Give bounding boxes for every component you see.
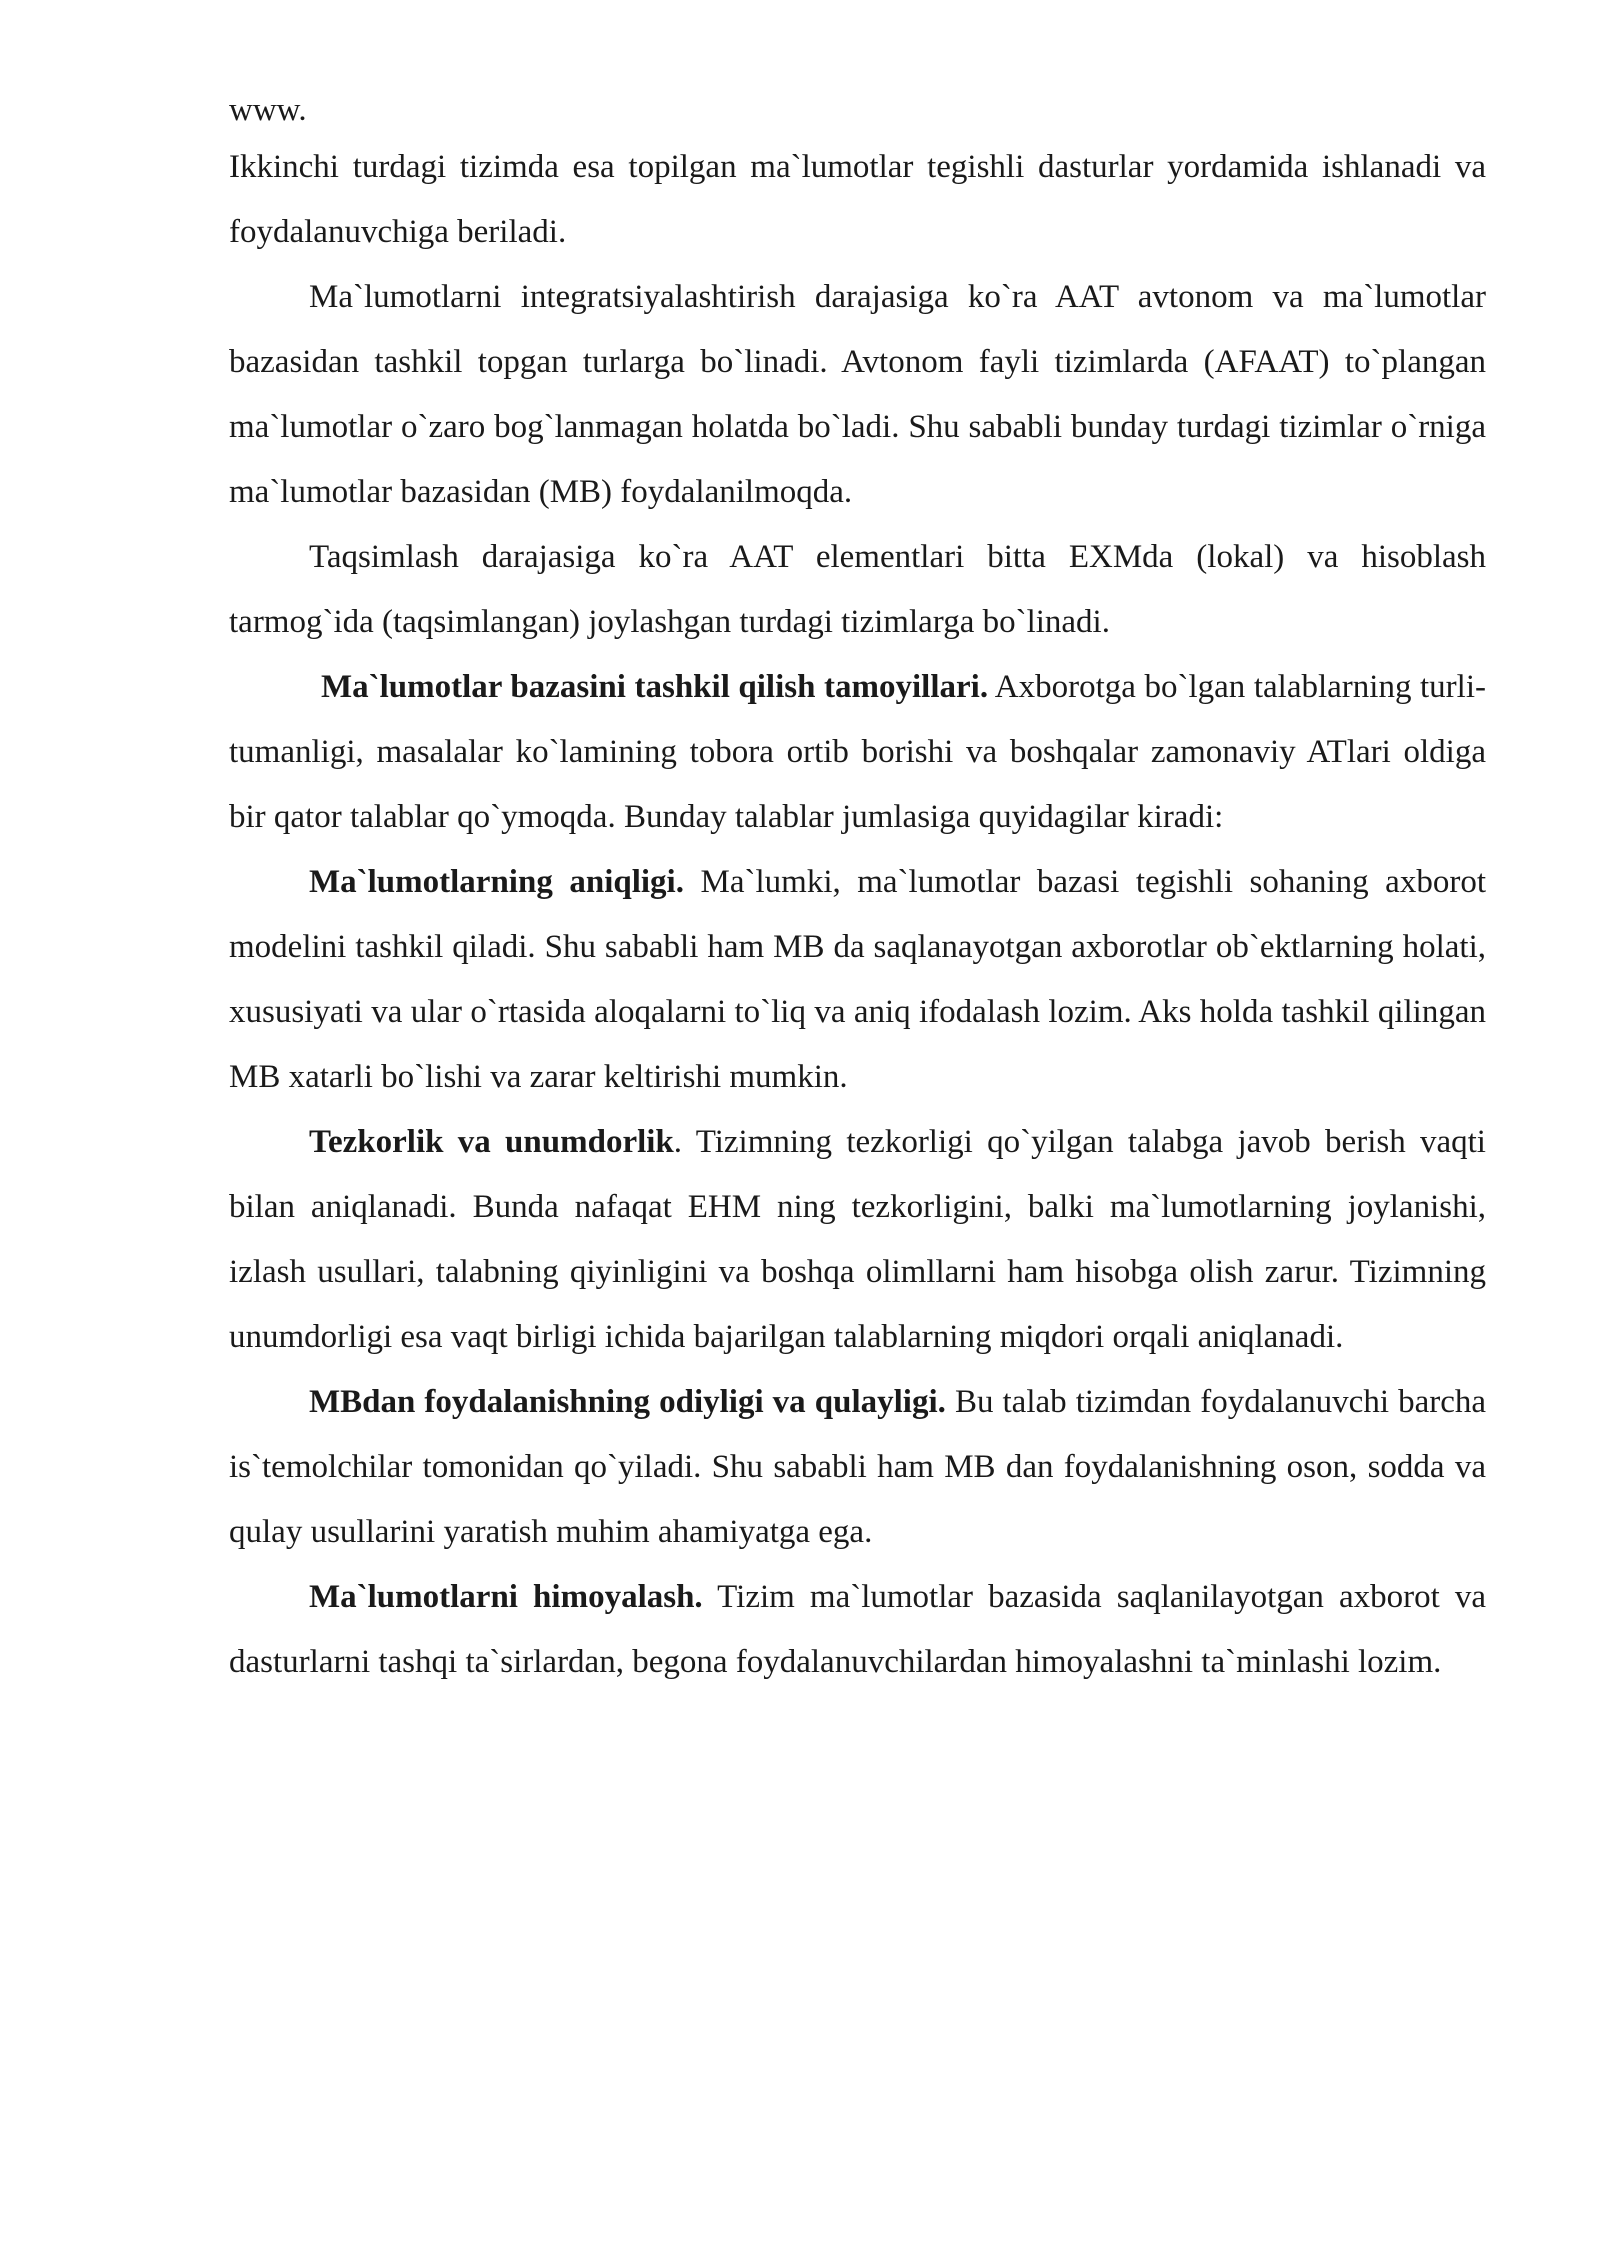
paragraph-heading: Tezkorlik va unumdorlik (309, 1124, 674, 1160)
paragraph-ease-of-use (229, 1370, 1486, 1565)
paragraph-text: Ma`lumki, ma`lumotlar bazasi tegishli sohaning axborot modelini tashkil qiladi. Shu sababli ham MB da saqlanayotgan axborotlar ob`ektlarning holati, xususiyati va ular o`rtasida aloqalarni to`liq va aniq ifodalash lozim. Aks holda tashkil qilingan MB xatarli bo`lishi va zarar keltirishi mumkin. (229, 864, 1486, 1095)
paragraph-second-type-system (229, 135, 1486, 265)
paragraph-text: Ikkinchi turdagi tizimda esa topilgan ma`lumotlar tegishli dasturlar yordamida ishlanadi va foydalanuvchiga beriladi. (229, 149, 1486, 250)
paragraph-speed-performance (229, 1110, 1486, 1370)
paragraph-text: Axborotga bo`lgan talablarning turli-tumanligi, masalalar ko`lamining tobora ortib borishi va boshqalar zamonaviy ATlari oldiga bir qator talablar qo`ymoqda. Bunday talablar jumlasiga quyidagilar kiradi: (229, 669, 1486, 835)
paragraph-heading: Ma`lumotlarning aniqligi. (309, 864, 684, 900)
paragraph-text: Tizim ma`lumotlar bazasida saqlanilayotgan axborot va dasturlarni tashqi ta`sirlardan, begona foydalanuvchilardan himoyalashni ta`minlashi lozim. (229, 1579, 1486, 1680)
paragraph-db-principles (229, 655, 1486, 850)
paragraph-text: Bu talab tizimdan foydalanuvchi barcha is`temolchilar tomonidan qo`yiladi. Shu sababli ham MB dan foydalanishning oson, sodda va qulay usullarini yaratish muhim ahamiyatga ega. (229, 1384, 1486, 1550)
paragraph-text: Ma`lumotlarni integratsiyalashtirish darajasiga ko`ra AAT avtonom va ma`lumotlar bazasidan tashkil topgan turlarga bo`linadi. Avtonom fayli tizimlarda (AFAAT) to`plangan ma`lumotlar o`zaro bog`lanmagan holatda bo`ladi. Shu sababli bunday turdagi tizimlar o`rniga ma`lumotlar bazasidan (MB) foydalanilmoqda. (229, 279, 1486, 510)
paragraph-heading: MBdan foydalanishning odiyligi va qulayligi. (309, 1384, 946, 1420)
paragraph-data-accuracy (229, 850, 1486, 1110)
paragraph-text: Taqsimlash darajasiga ko`ra AAT elementlari bitta EXMda (lokal) va hisoblash tarmog`ida (taqsimlangan) joylashgan turdagi tizimlarga bo`linadi. (229, 539, 1486, 640)
paragraph-integration-level (229, 265, 1486, 525)
paragraph-distribution-level (229, 525, 1486, 655)
paragraph-www (229, 85, 1486, 135)
paragraph-data-protection (229, 1565, 1486, 1695)
paragraph-text: www. (229, 92, 307, 128)
paragraph-heading: Ma`lumotlar bazasini tashkil qilish tamoyillari. (321, 669, 989, 705)
document-page (229, 85, 1486, 1695)
paragraph-text: . Tizimning tezkorligi qo`yilgan talabga javob berish vaqti bilan aniqlanadi. Bunda nafaqat EHM ning tezkorligini, balki ma`lumotlarning joylanishi, izlash usullari, talabning qiyinligini va boshqa olimllarni ham hisobga olish zarur. Tizimning unumdorligi esa vaqt birligi ichida bajarilgan talablarning miqdori orqali aniqlanadi. (229, 1124, 1486, 1355)
paragraph-heading: Ma`lumotlarni himoyalash. (309, 1579, 703, 1615)
